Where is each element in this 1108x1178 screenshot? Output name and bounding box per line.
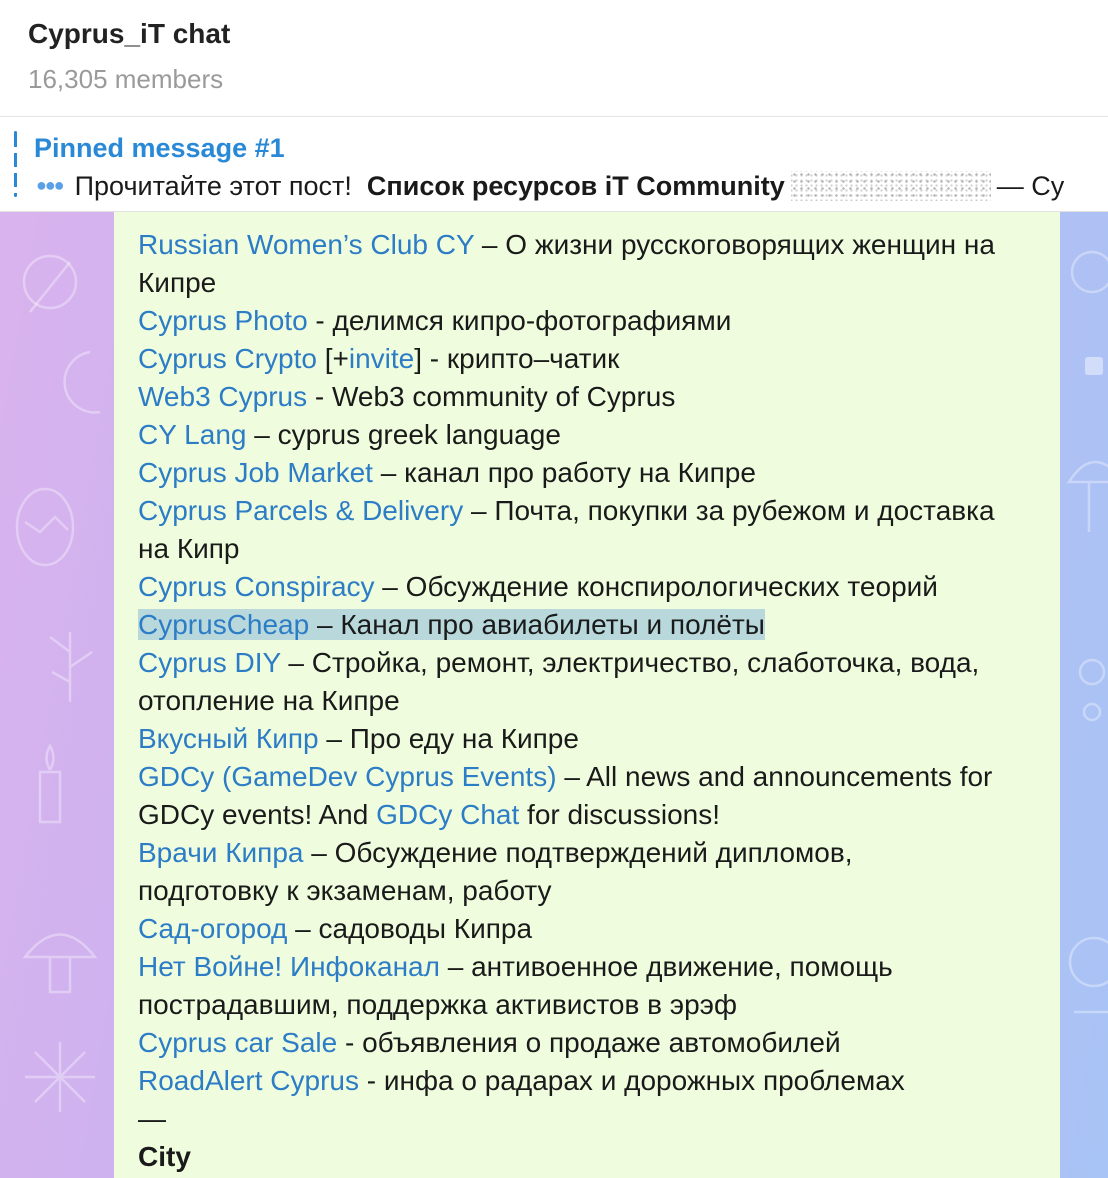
message-text-part: на Кипр [138, 533, 240, 564]
message-line [138, 1138, 1038, 1176]
channel-link[interactable]: Врачи Кипра [138, 837, 304, 868]
message-text-part: подготовку к экзаменам, работу [138, 875, 552, 906]
chat-title[interactable]: Cyprus_iT chat [28, 18, 231, 49]
moon-icon [40, 342, 120, 432]
message-line [138, 340, 1038, 378]
message-text-part: – Обсуждение конспирологических теорий [374, 571, 938, 602]
channel-link[interactable]: Web3 Cyprus [138, 381, 308, 412]
message-text-part: – канал про работу на Кипре [372, 457, 756, 488]
message-text-part: пострадавшим, поддержка активистов в эрэф [138, 989, 737, 1020]
message-line [138, 264, 1038, 302]
leaf-icon [30, 612, 110, 712]
flower-right-icon [1064, 632, 1108, 752]
message-text-part: [+ [316, 343, 349, 374]
pinned-preview [36, 171, 1064, 202]
pinned-title: Pinned message #1 [34, 133, 285, 163]
message-line [138, 1100, 1038, 1138]
message-line [138, 1024, 1038, 1062]
message-line [138, 226, 1038, 264]
channel-link[interactable]: GDCy (GameDev Cyprus Events) [138, 761, 557, 792]
channel-link[interactable]: Russian Women’s Club CY [138, 229, 475, 260]
message-line [138, 606, 1038, 644]
pinned-preview-tail: — Су [996, 171, 1065, 201]
message-text [138, 226, 1038, 1176]
message-line [138, 758, 1038, 796]
message-text-part: ] - крипто–чатик [414, 343, 620, 374]
chat-header[interactable] [0, 0, 1108, 117]
message-text-part: for discussions! [519, 799, 721, 830]
message-text-part: отопление на Кипре [138, 685, 400, 716]
message-line [138, 568, 1038, 606]
globe-right-icon [1064, 912, 1108, 1052]
channel-link[interactable]: CY Lang [138, 419, 247, 450]
channel-link[interactable]: Нет Войне! Инфоканал [138, 951, 440, 982]
message-text-part: – cyprus greek language [246, 419, 561, 450]
pinned-preview-text: Прочитайте этот пост! [74, 171, 352, 201]
egg-icon [0, 472, 90, 582]
inline-link[interactable]: invite [348, 343, 415, 374]
message-text-part: - инфа о радарах и дорожных проблемах [358, 1065, 905, 1096]
message-text-part: - делимся кипро-фотографиями [307, 305, 732, 336]
mushroom-icon [15, 912, 105, 1002]
message-text-part: - объявления о продаже автомобилей [337, 1027, 841, 1058]
channel-link[interactable]: Cyprus Conspiracy [138, 571, 375, 602]
message-line [138, 644, 1038, 682]
message-line [138, 796, 1038, 834]
message-text-part: GDCy events! And [138, 799, 377, 830]
doodle-right-icon [1062, 232, 1108, 332]
channel-link[interactable]: Cyprus Photo [138, 305, 308, 336]
channel-link[interactable]: Cyprus car Sale [138, 1027, 338, 1058]
channel-link[interactable]: Cyprus DIY [138, 647, 281, 678]
message-text-part: — [138, 1103, 166, 1134]
pinned-preview-bold: Список ресурсов iT Community [366, 171, 785, 201]
doodle-icon [10, 242, 100, 332]
message-text-part: – All news and announcements for [556, 761, 993, 792]
message-text-part: – Стройка, ремонт, электричество, слаботочка, вода, [280, 647, 980, 678]
pinned-message-bar[interactable] [0, 117, 1108, 212]
message-text-part: – О жизни русскоговорящих женщин на [474, 229, 995, 260]
message-text-part: – антивоенное движение, помощь [439, 951, 893, 982]
inline-link[interactable]: GDCy Chat [376, 799, 520, 830]
message-line [138, 378, 1038, 416]
message-text-part: – Про еду на Кипре [318, 723, 579, 754]
message-line [138, 834, 1038, 872]
candle-icon [5, 732, 105, 832]
message-text-part: – Канал про авиабилеты и полёты [309, 609, 765, 640]
message-text-part: - Web3 community of Cyprus [307, 381, 676, 412]
channel-link[interactable]: Вкусный Кипр [138, 723, 319, 754]
star-icon [20, 1032, 100, 1122]
message-line [138, 910, 1038, 948]
pinned-indicator [14, 131, 17, 197]
message-text-part: – Обсуждение подтверждений дипломов, [303, 837, 853, 868]
message-line [138, 720, 1038, 758]
channel-link[interactable]: Cyprus Parcels & Delivery [138, 495, 464, 526]
message-text-part: Кипре [138, 267, 217, 298]
channel-link[interactable]: Cyprus Job Market [138, 457, 373, 488]
mushroom-right-icon [1064, 442, 1108, 562]
message-line [138, 986, 1038, 1024]
chat-background [0, 212, 1108, 1178]
message-text-part: City [138, 1141, 191, 1172]
message-text-part: – Почта, покупки за рубежом и доставка [463, 495, 995, 526]
message-line [138, 454, 1038, 492]
member-count: 16,305 members [28, 64, 224, 94]
message-line [138, 872, 1038, 910]
channel-link[interactable]: CyprusCheap [138, 609, 310, 640]
message-line [138, 302, 1038, 340]
message-line [138, 530, 1038, 568]
message-line [138, 682, 1038, 720]
channel-link[interactable]: Cyprus Crypto [138, 343, 317, 374]
channel-link[interactable]: RoadAlert Cyprus [138, 1065, 359, 1096]
message-line [138, 948, 1038, 986]
message-text-part: – садоводы Кипра [287, 913, 533, 944]
message-line [138, 492, 1038, 530]
side-button[interactable] [1085, 357, 1103, 375]
channel-link[interactable]: Сад-огород [138, 913, 288, 944]
message-line [138, 1062, 1038, 1100]
message-line [138, 416, 1038, 454]
spoiler-block[interactable] [791, 171, 991, 201]
dots-icon: ●●● [36, 175, 63, 195]
